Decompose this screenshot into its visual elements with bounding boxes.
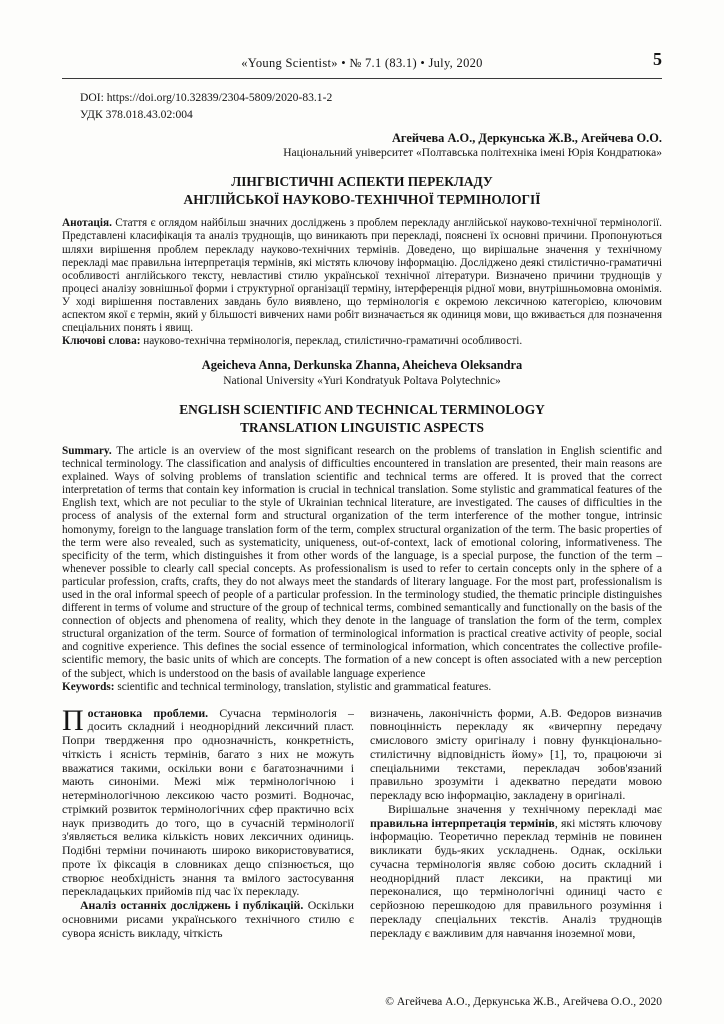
copyright-footer: © Агейчева А.О., Деркунська Ж.В., Агейчева О.О., 2020	[385, 996, 662, 1008]
summary-en-text: The article is an overview of the most significant research on the problems of translation in English scientific and technical terminology. The classification and analysis of difficulties encountered in translation are presented, their main reasons are explained. Ways of solving problems of translation scientific and technical terms are offered. It is proved that the correct interpretation of terms that contain key information is crucial in technical translation. Some stylistic and grammatical features of the English text, which are not peculiar to the style of Ukrainian technical literature, are investigated. The causes of difficulties in the process of analysis of the external form and structural organization of the term interference of the mother tongue, intrinsic homonymy, foreign to the language translation form of the term, complex structural organization of the term. The basic properties of the term were also revealed, such as systematicity, uniqueness, out-of-context, lack of emotional coloring, informativeness. The specificity of the term, which distinguishes it from other words of the language, is a special purpose, the function of the term – whenever possible to clearly call special concepts. As professionalism is used to refer to certain concepts only in the sphere of a particular profession, crafts, crafts, they do not always meet the standards of literary language. For the most part, professionalism is used in the oral informal speech of people of a particular profession. In the terminology studied, the thematic principle distinguishes different in terms of volume and structure of the group of technical terms, combined semantically and functionally on the basis of the connection of objects and phenomena of reality, which they denote in the language of translation the form of the term, complex structural organization of the term. Source of formation of terminological information is practical creative activity of people, social and cognitive experience. This defines the social essence of terminological information, which concentrates the collective profile-scientific memory, the basic units of which are concepts. The formation of a new concept is often associated with a new perception of the subject, which is understood on the basis of available language experience	[62, 444, 663, 680]
problem-statement-heading: остановка проблеми.	[87, 705, 209, 720]
authors-en-affiliation: National University «Yuri Kondratyuk Poltava Polytechnic»	[223, 374, 501, 387]
page-number: 5	[653, 49, 662, 69]
authors-ua-block	[62, 131, 662, 161]
keywords-ua-text: науково-технічна термінологія, переклад, стилістично-граматичні особливості.	[143, 335, 523, 348]
doi-line: DOI: https://doi.org/10.32839/2304-5809/2020-83.1-2	[80, 91, 333, 104]
body-column-left	[62, 703, 354, 940]
dropcap-letter: П	[62, 703, 84, 737]
authors-en-names: Ageicheva Anna, Derkunska Zhanna, Aheicheva Oleksandra	[201, 358, 523, 373]
recent-research-text: Оскільки основними рисами українського технічного стилю є сувора ясність викладу, чіткість	[62, 898, 354, 940]
paragraph-recent-research	[62, 899, 354, 940]
body-column-right	[370, 707, 662, 940]
abstract-ua	[62, 217, 662, 335]
paragraph-continuation: визначень, лаконічність форми, А.В. Федоров визначив повноцінність перекладу як «вичерпну передачу смислового змісту оригіналу і повну функціонально-стилістичну відповідність йому» [1], то, працюючи зі спеціальними текстами, перекладач зобов'язаний правильно зрозуміти і адекватно передати мовою перекладу всю інформацію, закладену в оригіналі.	[370, 705, 662, 803]
article-meta	[80, 90, 662, 124]
keywords-en-text: scientific and technical terminology, translation, stylistic and grammatical features.	[117, 680, 492, 693]
problem-statement-text: Сучасна термінологія – досить складний і неоднорідний лексичний пласт. Попри твердження про однозначність, конкретність, чіткість і ясність термінів, багато з них не можуть вважатися такими, оскільки вони є багатозначними і мають синоніми. Межі між термінологічною і нетермінологічною лексикою часто розмиті. Водночас, стрімкий розвиток термінологічних сфер практично всіх наук призводить до того, що в сучасній термінології з'являється велика кількість нових лексичних одиниць. Подібні терміни починають широко використовуватися, проте їх фіксація в словниках дещо спізнюється, що створює необхідність знання та вмілого застосування перекладацьких прийомів під час їх перекладу.	[62, 705, 354, 899]
title-ua-line1: ЛІНГВІСТИЧНІ АСПЕКТИ ПЕРЕКЛАДУ	[231, 174, 493, 190]
paragraph-key-interpretation	[370, 803, 662, 940]
body-columns	[62, 703, 662, 940]
title-en-line1: ENGLISH SCIENTIFIC AND TECHNICAL TERMINOLOGY	[179, 402, 545, 418]
key-interpretation-pre: Вирішальне значення у технічному перекладі має	[388, 801, 662, 816]
article-title-ua	[62, 173, 662, 208]
authors-ua-affiliation: Національний університет «Полтавська політехніка імені Юрія Кондратюка»	[283, 147, 662, 160]
abstract-ua-label: Анотація.	[62, 217, 112, 230]
authors-ua-names: Агейчева А.О., Деркунська Ж.В., Агейчева О.О.	[391, 130, 662, 145]
keywords-ua-label: Ключові слова:	[62, 335, 141, 348]
keywords-en	[62, 681, 662, 694]
title-en-line2: TRANSLATION LINGUISTIC ASPECTS	[240, 419, 484, 435]
summary-en	[62, 445, 662, 681]
keywords-en-label: Keywords:	[62, 680, 115, 693]
key-interpretation-bold: правильна інтерпретація термінів	[370, 815, 555, 830]
journal-header-text: «Young Scientist» • № 7.1 (83.1) • July, 2020	[241, 56, 483, 70]
title-ua-line2: АНГЛІЙСЬКОЇ НАУКОВО-ТЕХНІЧНОЇ ТЕРМІНОЛОГІЇ	[183, 191, 541, 207]
recent-research-heading: Аналіз останніх досліджень і публікацій.	[80, 898, 304, 913]
page-header	[62, 49, 662, 79]
key-interpretation-post: , які містять ключову інформацію. Теоретично переклад термінів не повинен викликати будь-яких ускладнень. Однак, оскільки сучасна термінологія являє собою досить складний і неоднорідний пласт лексики, на практиці ми переконалися, що термінологічні одиниці часто є серйозною перешкодою для правильного розуміння і перекладу спеціальних текстів. Аналіз труднощів перекладу є важливим для навчання іноземної мови,	[370, 815, 662, 940]
keywords-ua	[62, 335, 662, 348]
article-title-en	[62, 401, 662, 436]
summary-en-label: Summary.	[62, 444, 112, 457]
abstract-ua-text: Стаття є оглядом найбільш значних досліджень з проблем перекладу англійської науково-технічної термінології. Представлені класифікація та аналіз труднощів, що виникають при перекладі, пояснені їх основні причини. Пропонуються шляхи вирішення проблем перекладу науково-технічних термінів. Доведено, що вирішальне значення у технічному перекладі має правильна інтерпретація термінів, які містять ключову інформацію. Досліджено деякі стилістично-граматичні особливості англійського тексту, невластиві стилю української технічної літератури. Визначено причини труднощів у процесі аналізу зовнішньої форми і структурної організації терміну, інтерференція рідної мови, внутрішньомовна омонімія. У ході вирішення поставлених завдань було виявлено, що термінологія є окремою лексичною категорією, ключовим аспектом якої є термін, який у більшості вивчених нами робіт визначається як одиниця мови, що вживається для позначення спеціальних понять і явищ.	[62, 217, 662, 335]
udc-line: УДК 378.018.43.02:004	[80, 107, 193, 121]
authors-en-block	[62, 358, 662, 388]
page-content	[62, 49, 663, 940]
paragraph-problem-statement	[62, 703, 354, 899]
